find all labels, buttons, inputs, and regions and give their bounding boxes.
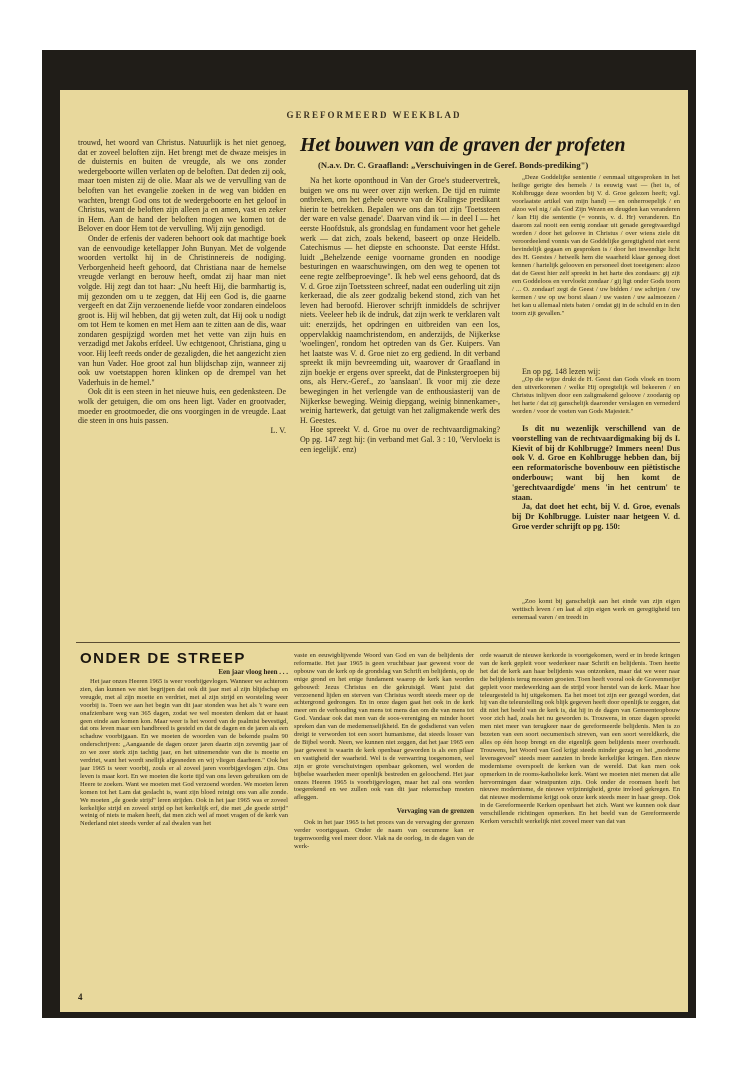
quote-2: „Op die wijze drukt de H. Geest dan Gods vloek en toorn den uitverkorenen / welke Hij opregtelijk wil bekeeren / en Christus inlijven door een zaligmakend geloove / zoodanig op het harte / dat zij ganschelijk daaronder verslagen en vernederd worden / voor de voeten van Gods Majesteit."	[512, 376, 680, 415]
section-byline: Een jaar vloog heen . . .	[218, 668, 288, 676]
left-paragraph-2: Onder de erfenis der vaderen behoort ook dat machtige boek van de eenvoudige ketellapper John Bunyan. Met de volgende woorden vertolkt hij in de Christinnereis de nodiging. Verborgenheid heeft gehoord, dat Christiana naar de hemelse vreugde verlangt en berouw heeft, omdat zij haar man niet volgde. Hij zegt dan tot haar: „Nu heeft Hij, die barmhartig is, mij gezonden om u te zeggen, dat Hij een God is, die gaarne vergeeft en dat Zijn verzoenende liefde voor zondaren eindeloos groot is. Hij wil hebben, dat gij weten zult, dat Hij ook u nodigt om tot Hem te komen en met Hem aan te zitten aan de dis, waar zondaren gespijzigd worden met het vette van zijn huis en verzadigd met Jakobs erfdeel. Uw echtgenoot, Christiana, ging u voor. Hij leeft reeds onder de gezaligden, die het aangezicht zien van hun Vader. Hoe groot zal hun blijdschap zijn, wanneer zij ook uw voetstappen horen klinken op de drempel van het Vaderhuis in de hemel."	[78, 233, 286, 387]
article-title: Het bouwen van de graven der profeten	[300, 134, 626, 156]
newspaper-page	[60, 90, 688, 1012]
left-paragraph-3: Ook dit is een steen in het nieuwe huis, een gedenksteen. De wolk der getuigen, die om ons heen ligt. Vader en grootvader, moeder en grootmoeder, die ons voorgingen in de vreugde. Laat die steen in ons huis passen.	[78, 387, 286, 426]
streep-text-2b: Ook in het jaar 1965 is het proces van de vervaging der grenzen verder voortgegaan. Onder de naam van oecumene kan er tegenwoordig veel meer door. Vlak na de oorlog, in de dagen van de werk-	[294, 819, 474, 850]
signature: L. V.	[270, 425, 286, 435]
quote-1: „Deze Goddelijke sententie / eenmaal uitgesproken in het heilige gerigte des hemels / is eeuwig vast — (het is, of Kohlbrugge deze woorden bij V. d. Groe gelezen heeft; vgl. voorlaatste artikel van mijn hand) — en onherroepelijk / en alzoo wel nig / als God Zijn Wezen en deugden kan veranderen / kan Hij die sententie (= vonnis, v. d. Hr) veranderen. En daarom zal nooit een eenig zondaar uit genade geregtvaardigd worden / door het geloove in Christus / over wiens ziele dit veroordeelend vonnis van de Goddelijke geregtigheid niet eerst bevindelijk gegaan en gesproken is / door het inwendige licht des H. Geestes / hetwelk hem die waarheid klaar genoeg doet kennen / hartelijk gelooven en personeel doet toeeigenen: alzoo dat de Geest hier zelf spreekt in het harte des zondaars: gij zijt een Goddeloos en vervloekt zondaar / gij ligt onder Gods toorn / ... O. zondaar! zegt de Geest / uw bidden / uw schrijen / uw kermen / uw op uw borst slaan / uw vasten / uw aalmoezen / het kan u allemaal niets baten / omdat gij in de schuld en in den toorn zijt gevallen."	[512, 174, 680, 317]
left-column	[78, 138, 286, 642]
article-subtitle: (N.a.v. Dr. C. Graafland: „Verschuivingen in de Geref. Bonds-prediking")	[318, 160, 589, 170]
article-paragraph-3: En op pg. 148 lezen wij:	[522, 368, 601, 376]
article-paragraph-1: Na het korte oponthoud in Van der Groe's studeervertrek, buigen we ons nu weer over zijn werken. De tijd en ruimte ontbreken, om het gehele oeuvre van de Kralingse predikant hierin te betrekken. Bepalen we ons dan tot zijn 'Toetssteen der ware en valse genade'. Daarvan vind ik — in deel I — het eerste Hoofdstuk, als grondslag en fundament voor het gehele werk — dat zich, zoals bekend, baseert op onze Heidelb. Catechismus — het diepste en schoonste. Dat eerste Hfdst. luidt „Behelzende eenige voorname gronden en noodige besturingen en waarschuwingen, om den weg te openen tot eene regte zelfbeproevinge". Ik heb wel eens gehoord, dat ds V. d. Groe zijn Toetssteen schreef, nadat een ouderling uit zijn kerkeraad, die als zeer godzalig bekend stond, zich van het leven had beroofd. Hierover schrijft inmiddels de schrijver niets. Veeleer heb ik de indruk, dat zijn werk te verklaren valt uit: enerzijds, het opdringen en uitbreiden van een los, oppervlakkig naamchristendom, en anderzijds, de Nijkerkse 'woelingen', rondom het optreden van ds Ger. Kuipers. Van het laatste was V. d. Groe niet zo erg gediend. In dit verband spreekt ik mijn bevreemding uit, waarover dr Graafland in zijn boekje er ergens over spreekt, dat de Pinkstergroepen bij ons, als Herv.-Geref., zo 'aanslaan'. Ik voor mij zie deze bewegingen in het verlengde van de enthousiasterij van de Nijkerkse beweging. Weinig diepgang, weinig binnenkamer-, weinig hartewerk, dat getuigt van het zaligmakende werk des H. Geestes.	[300, 176, 500, 425]
quote-block-1	[512, 174, 680, 362]
left-paragraph-1: trouwd, het woord van Christus. Natuurlijk is het niet genoeg, dat er zoveel beloften zijn. Het brengt met de dwaze meisjes in de duisternis en buiten de vreugde, als we ons zonder wedergeboorte willen verlaten op de beloften. Dat deden zij ook, maar toen misten zij de olie. Maar als we de vervulling van de beloften van het evangelie zoeken in de weg van bidden en wachten, brengt God ons tot de wedergeboorte en het geloof in Christus, want de beloften zijn alleen ja en amen, vast en zeker in Hem. Aan de hand der beloften mogen we komen tot de Belover en door Hem tot de vervulling. Wij zijn genodigd.	[78, 138, 286, 234]
quote-3: „Zoo komt bij ganschelijk aan het einde van zijn eigen wettisch leven / en laat al zijn eigen werk en geregtigheid ten eenemaal varen / en treedt in	[512, 598, 680, 621]
quote-block-2	[512, 368, 680, 418]
page-number: 4	[78, 992, 83, 1002]
article-paragraph-2: Hoe spreekt V. d. Groe nu over de rechtvaardigmaking? Op pg. 147 zegt hij: (in verband met Gal. 3 : 10, 'Vervloekt is een iegelijk'. enz)	[300, 425, 500, 454]
streep-column-3	[480, 652, 680, 998]
streep-text-3: orde waaruit de nieuwe kerkorde is voortgekomen, werd er in brede kringen van de kerk gepleit voor wederkeer naar Schrift en belijdenis. Toen heette het dat de kerk aan haar belijdenis was ontzonken, maar dat we weer naar die belijdenis terug moesten groeien. Toen heeft vooral ook de Gravenmeijer gepleit voor medewerking aan de strijd voor herstel van de kerk. Maar hoe teleurgesteld is hij uitgekomen. Ea het moet tot zijn eer gezegd worden, dat hij van die teleurstelling ook blijk gegeven heeft door openlijk te zeggen, dat dit niet het beeld van de kerk is, dat hij in de dagen van Gemeenteopbouw voor zich had, zoals het nu geworden is. Trouwens, in onze dagen spreekt men niet meer van terugkeer naar de gereformeerde belijdenis. Men is zo bezeten van een soort oecumenisch streven, van een soort wereldkerk, die alles op één hoop brengt en die eigenlijk geen belijdenis meer overhoudt. Trouwens, het Woord van God krijgt steeds minder gezag en het „moderne levensgevoel" steeds meer aanzien in brede kerkelijke kringen. Een nieuw modernisme overspoelt de kerken van de wereld. Dat kan men ook opmerken in de rooms-katholieke kerk. Want we moeten niet menen dat alle hervormingen daar winstpunten zijn. Ook onder de roomsen heeft het nieuwe modernisme, de nieuwe vrijzinnigheid, grote invloed gekregen. En dat nieuwe modernisme krijgt ook onze kerk steeds meer in haar greep. Ook in de Gereformeerde Kerken openbaart het zich. Want we kunnen ook daar verschillende richtingen opmerken. En het beeld van de Gereformeerde Kerken verschilt werkelijk niet zoveel meer van dat van	[480, 652, 680, 826]
streep-subheading: Vervaging van de grenzen	[396, 807, 474, 816]
streep-text-1: Het jaar onzes Heeren 1965 is weer voorbijgevlogen. Wanneer we achterom zien, dan kunnen we niet begrijpen dat ook dit jaar met al zijn blijdschap en vreugde, met al zijn moeite en verdriet, met al zijn strijd en worsteling weer voorbij is. Toen we aan het begin van dit jaar stonden was het als 't ware een onafzienbare weg van 365 dagen, zodat we wel moesten denken dat er haast geen einde aan komen kon. Maar weer is het woord van de psalmist bevestigd, dat ons leven maar een handbreed is gesteld en dat de dagen en de jaren als een schaduw voorbijgaan. En we moeten de woorden van de bekende psalm 90 onderschrijven: „Aangaande de dagen onzer jaren daarin zijn zeventig jaar of zo we zeer sterk zijn tachtig jaar, en het uitnemendste van die is moeite en verdriet, want het wordt snellijk afgesneden en wij vliegen daarheen." Ook het jaar 1965 is weer voorbij, zouls er al zoveel jaren voorbijgevlogen zijn. Ons leven is maar kort. En we moeten die korte tijd van ons leven gebruiken om de Heere te zoeken. Want we moeten met God verzoend worden. We moeten leren komen tot het Lam dat geslacht is, want zijn bloed reinigt ons van alle zonde. We moeten „de goede strijd" leren strijden. Ook in het jaar 1965 was er zoveel kerkelijke strijd en zoveel strijd op het kerkelijk erf, die met „de goede strijd" weinig of niets te maken heeft, dat men zich wel af moet vragen of de kerk van Nederland niet steeds verder af zal dwalen van het	[80, 678, 288, 828]
streep-text-2a: vaste en eeuwigblijvende Woord van God en van de belijdenis der reformatie. Het jaar 1965 is geen vruchtbaar jaar geweest voor de opbouw van de kerk op de grondslag van Schrift en belijdenis, op de enige grond en het enige fundament waarop de kerk kan worden gebouwd: Jezus Christus en die gekruisigd. Want juist dat verzoenend lijden en sterven van Christus wordt steeds meer op de achtergrond gedrongen. En in onze dagen gaat het ook in de kerk meer om de verhouding van mens tot mens dan om die van mens tot God. Vandaar ook dat men van de soos-vereniging en minder hoort spreken dan van de medemenselijkheid. En de godsdienst van velen dreigt te verworden tot een soort humanisme, dat steeds losser van de Bijbel wordt. Neen, we kunnen niet zeggen, dat het jaar 1965 een jaar geweest is waarin de kerk openbaar geworden is als een pilaar en vastigheid der waarheid. Wel is de verwarring toegenomen, wel zijn er grote verschuivingen openbaar gekomen, wel worden de bijbelse waarheden meer openlijk bestreden en geloochend. Het jaar onzes Heeren 1965 is voorbijgevlogen, maar het zal ons worden toegerekend en we zullen ook van dit jaar rekenschap moeten afleggen.	[294, 652, 474, 802]
article-paragraph-4: Is dit nu wezenlijk verschillend van de voorstelling van de rechtvaardigmaking bij ds I. Kievit of bij dr Kohlbrugge? Immers neen! Dus ook V. d. Groe en Kohlbrugge hebben dan, bij een reformatorische bovenbouw een piëtistische onderbouw; want bij hen komt de 'gerechtvaardigde' mens 'in het centrum' te staan.	[512, 424, 680, 502]
section-divider	[76, 642, 680, 643]
article-column-1	[300, 176, 500, 639]
quote-block-3	[512, 598, 680, 638]
streep-column-1	[80, 678, 288, 998]
page-header: GEREFORMEERD WEEKBLAD	[286, 110, 462, 120]
streep-column-2	[294, 652, 474, 998]
section-heading: ONDER DE STREEP	[80, 650, 246, 667]
article-column-2	[512, 424, 680, 592]
article-paragraph-5: Ja, dat doet het echt, bij V. d. Groe, evenals bij Dr Kohlbrugge. Luister naar hetgeen V. d. Groe verder schrijft op pg. 150:	[512, 502, 680, 531]
